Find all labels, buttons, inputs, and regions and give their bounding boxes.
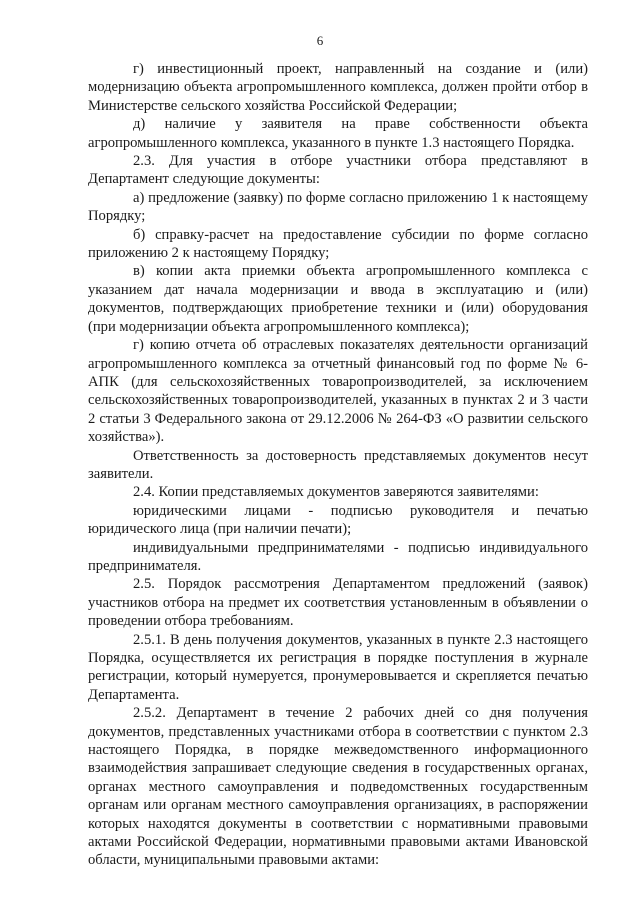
paragraph-calculation: б) справку-расчет на предоставление субсидии по форме согласно приложению 2 к настоящему Порядку; (88, 226, 588, 262)
paragraph-2-5-2: 2.5.2. Департамент в течение 2 рабочих дней со дня получения документов, представленных участниками отбора в соответствии с пунктом 2.3 настоящего Порядка, в порядке межведомственного информационного взаимодействия запрашивает следующие сведения в государственных органах, органах местного самоуправления и подведомственных государственным органам или органам местного самоуправления организациях, в распоряжении которых находятся документы в соответствии с нормативными правовыми актами Российской Федерации, нормативными правовыми актами Ивановской области, муниципальными правовыми актами: (88, 705, 588, 869)
paragraph-ownership: д) наличие у заявителя на праве собственности объекта агропромышленного комплекса, указанного в пункте 1.3 настоящего Порядка. (88, 116, 588, 151)
paragraph-2-5-1: 2.5.1. В день получения документов, указанных в пункте 2.3 настоящего Порядка, осуществляется их регистрация в порядке поступления в журнале регистрации, который нумеруется, пронумеровывается и скрепляется печатью Департамента. (88, 631, 588, 703)
page-number: 6 (316, 33, 324, 48)
paragraph-entrepreneurs: индивидуальными предпринимателями - подписью индивидуального предпринимателя. (88, 539, 588, 574)
paragraph-2-4: 2.4. Копии представляемых документов заверяются заявителями: (133, 484, 539, 501)
paragraph-application: а) предложение (заявку) по форме согласно приложению 1 к настоящему Порядку; (88, 189, 588, 225)
paragraph-2-3: 2.3. Для участия в отборе участники отбора представляют в Департамент следующие документы: (88, 153, 588, 188)
paragraph-investment-project: г) инвестиционный проект, направленный на создание и (или) модернизацию объекта агропромышленного комплекса, должен пройти отбор в Министерстве сельского хозяйства Российской Федерации; (88, 61, 588, 114)
paragraph-responsibility: Ответственность за достоверность представляемых документов несут заявители. (88, 447, 588, 482)
paragraph-report-copy: г) копию отчета об отраслевых показателях деятельности организаций агропромышленного комплекса за отчетный финансовый год по форме № 6-АПК (для сельскохозяйственных товаропроизводителей, за исключением сельскохозяйственных товаропроизводителей, указанных в пунктах 2 и 3 части 2 статьи 3 Федерального закона от 29.12.2006 № 264-ФЗ «О развитии сельского хозяйства»). (88, 337, 588, 446)
paragraph-acceptance-act: в) копии акта приемки объекта агропромышленного комплекса с указанием дат начала модернизации и ввода в эксплуатацию и (или) документов, подтверждающих приобретение техники и (или) оборудования (при модернизации объекта агропромышленного комплекса); (88, 263, 588, 335)
paragraph-legal-entities: юридическими лицами - подписью руководителя и печатью юридического лица (при наличии печати); (88, 502, 588, 538)
paragraph-2-5: 2.5. Порядок рассмотрения Департаментом предложений (заявок) участников отбора на предмет их соответствия установленным в объявлении о проведении отбора требованиям. (88, 576, 588, 630)
document-body (88, 60, 588, 870)
